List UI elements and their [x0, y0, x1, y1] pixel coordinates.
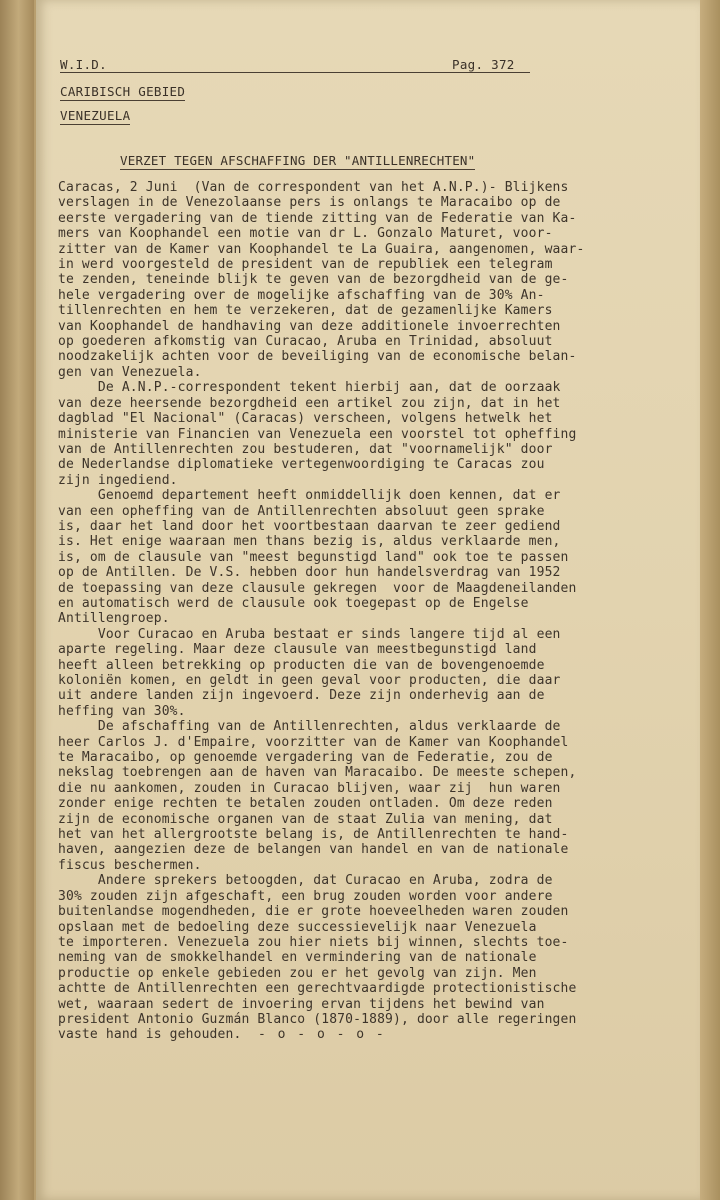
- body-line: het van het allergrootste belang is, de Antillenrechten te hand-: [58, 827, 569, 843]
- body-line: zonder enige rechten te betalen zouden ontladen. Om deze reden: [58, 796, 553, 812]
- page-binding-edge: [700, 0, 720, 1200]
- body-line: gen van Venezuela.: [58, 364, 202, 380]
- body-line: de Nederlandse diplomatieke vertegenwoordiging te Caracas zou: [58, 457, 545, 473]
- article-title: VERZET TEGEN AFSCHAFFING DER "ANTILLENRECHTEN": [120, 153, 476, 168]
- body-line: is. Het enige waaraan men thans bezig is, aldus verklaarde men,: [58, 534, 561, 550]
- body-line: uit andere landen zijn ingevoerd. Deze zijn onderhevig aan de: [58, 688, 545, 704]
- body-line: verslagen in de Venezolaanse pers is onlangs te Maracaibo op de: [58, 195, 561, 211]
- body-line: hele vergadering over de mogelijke afschaffing van de 30% An-: [58, 287, 545, 303]
- body-line: is, daar het land door het voortbestaan daarvan te zeer gediend: [58, 518, 561, 534]
- body-line: De A.N.P.-correspondent tekent hierbij aan, dat de oorzaak: [58, 380, 561, 396]
- body-line: president Antonio Guzmán Blanco (1870-1889), door alle regeringen: [58, 1011, 577, 1027]
- body-line: ministerie van Financien van Venezuela een voorstel tot opheffing: [58, 426, 577, 442]
- body-line: neming van de smokkelhandel en vermindering van de nationale: [58, 950, 537, 966]
- article-body: [58, 180, 652, 1043]
- body-line: 30% zouden zijn afgeschaft, een brug zouden worden voor andere: [58, 888, 553, 904]
- page-number: Pag. 372: [452, 57, 515, 72]
- header-rule: [60, 72, 530, 73]
- body-line: van de Antillenrechten zou bestuderen, dat "voornamelijk" door: [58, 441, 553, 457]
- body-line: van deze heersende bezorgdheid een artikel zou zijn, dat in het: [58, 395, 561, 411]
- body-line: zijn de economische organen van de staat Zulia van mening, dat: [58, 811, 553, 827]
- body-line: te Maracaibo, op genoemde vergadering van de Federatie, zou de: [58, 750, 553, 766]
- country-heading: VENEZUELA: [60, 108, 131, 123]
- body-line: te zenden, teneinde blijk te geven van de bezorgdheid van de ge-: [58, 272, 569, 288]
- header-wid: W.I.D.: [60, 57, 107, 72]
- body-line: die nu aankomen, zouden in Curacao blijven, waar zij hun waren: [58, 780, 561, 796]
- body-line: van Koophandel de handhaving van deze additionele invoerrechten: [58, 318, 561, 334]
- body-line: noodzakelijk achten voor de beveiliging van de economische belan-: [58, 349, 577, 365]
- body-line: van een opheffing van de Antillenrechten absoluut geen sprake: [58, 503, 545, 519]
- body-line: productie op enkele gebieden zou er het gevolg van zijn. Men: [58, 965, 537, 981]
- adjacent-page-edge: [0, 0, 34, 1200]
- body-line: heffing van 30%.: [58, 703, 186, 719]
- body-line: buitenlandse mogendheden, die er grote hoeveelheden waren zouden: [58, 904, 569, 920]
- body-line: wet, waaraan sedert de invoering ervan tijdens het bewind van: [58, 996, 545, 1012]
- body-line: Voor Curacao en Aruba bestaat er sinds langere tijd al een: [58, 626, 561, 642]
- region-heading: CARIBISCH GEBIED: [60, 84, 186, 99]
- body-line: Andere sprekers betoogden, dat Curacao en Aruba, zodra de: [58, 873, 553, 889]
- body-line: nekslag toebrengen aan de haven van Maracaibo. De meeste schepen,: [58, 765, 577, 781]
- body-line: Caracas, 2 Juni (Van de correspondent van het A.N.P.)- Blijkens: [58, 180, 569, 195]
- body-line: mers van Koophandel een motie van dr L. Gonzalo Maturet, voor-: [58, 226, 553, 242]
- body-line: aparte regeling. Maar deze clausule van meestbegunstigd land: [58, 642, 537, 658]
- body-line: te importeren. Venezuela zou hier niets bij winnen, slechts toe-: [58, 934, 569, 950]
- body-line: en automatisch werd de clausule ook toegepast op de Engelse: [58, 595, 529, 611]
- body-line: Genoemd departement heeft onmiddellijk doen kennen, dat er: [58, 488, 561, 504]
- body-line: zijn ingediend.: [58, 472, 178, 488]
- body-line: eerste vergadering van de tiende zitting van de Federatie van Ka-: [58, 210, 577, 226]
- body-line: de toepassing van deze clausule gekregen voor de Maagdeneilanden: [58, 580, 577, 596]
- body-line: achtte de Antillenrechten een gerechtvaardigde protectionistische: [58, 981, 577, 997]
- body-line: fiscus beschermen.: [58, 857, 202, 873]
- body-line: tillenrechten en hem te verzekeren, dat de gezamenlijke Kamers: [58, 303, 553, 319]
- body-line: zitter van de Kamer van Koophandel te La Guaira, aangenomen, waar-: [58, 241, 585, 257]
- body-line: op goederen afkomstig van Curacao, Aruba en Trinidad, absoluut: [58, 334, 553, 350]
- end-mark: - o - o - o -: [258, 1027, 386, 1042]
- body-line: Antillengroep.: [58, 611, 170, 627]
- body-line: haven, aangezien deze de belangen van handel en van de nationale: [58, 842, 569, 858]
- body-line: in werd voorgesteld de president van de republiek een telegram: [58, 257, 553, 273]
- body-line: De afschaffing van de Antillenrechten, aldus verklaarde de: [58, 719, 561, 735]
- body-line: heer Carlos J. d'Empaire, voorzitter van de Kamer van Koophandel: [58, 734, 569, 750]
- body-line: heeft alleen betrekking op producten die van de bovengenoemde: [58, 657, 545, 673]
- body-line: dagblad "El Nacional" (Caracas) verscheen, volgens hetwelk het: [58, 411, 553, 427]
- body-line: koloniën komen, en geldt in geen geval voor producten, die daar: [58, 673, 561, 688]
- body-line: op de Antillen. De V.S. hebben door hun handelsverdrag van 1952: [58, 565, 561, 581]
- body-line: opslaan met de bedoeling deze successievelijk naar Venezuela: [58, 919, 537, 935]
- body-line: is, om de clausule van "meest begunstigd land" ook toe te passen: [58, 549, 569, 565]
- body-line: vaste hand is gehouden.: [58, 1027, 242, 1043]
